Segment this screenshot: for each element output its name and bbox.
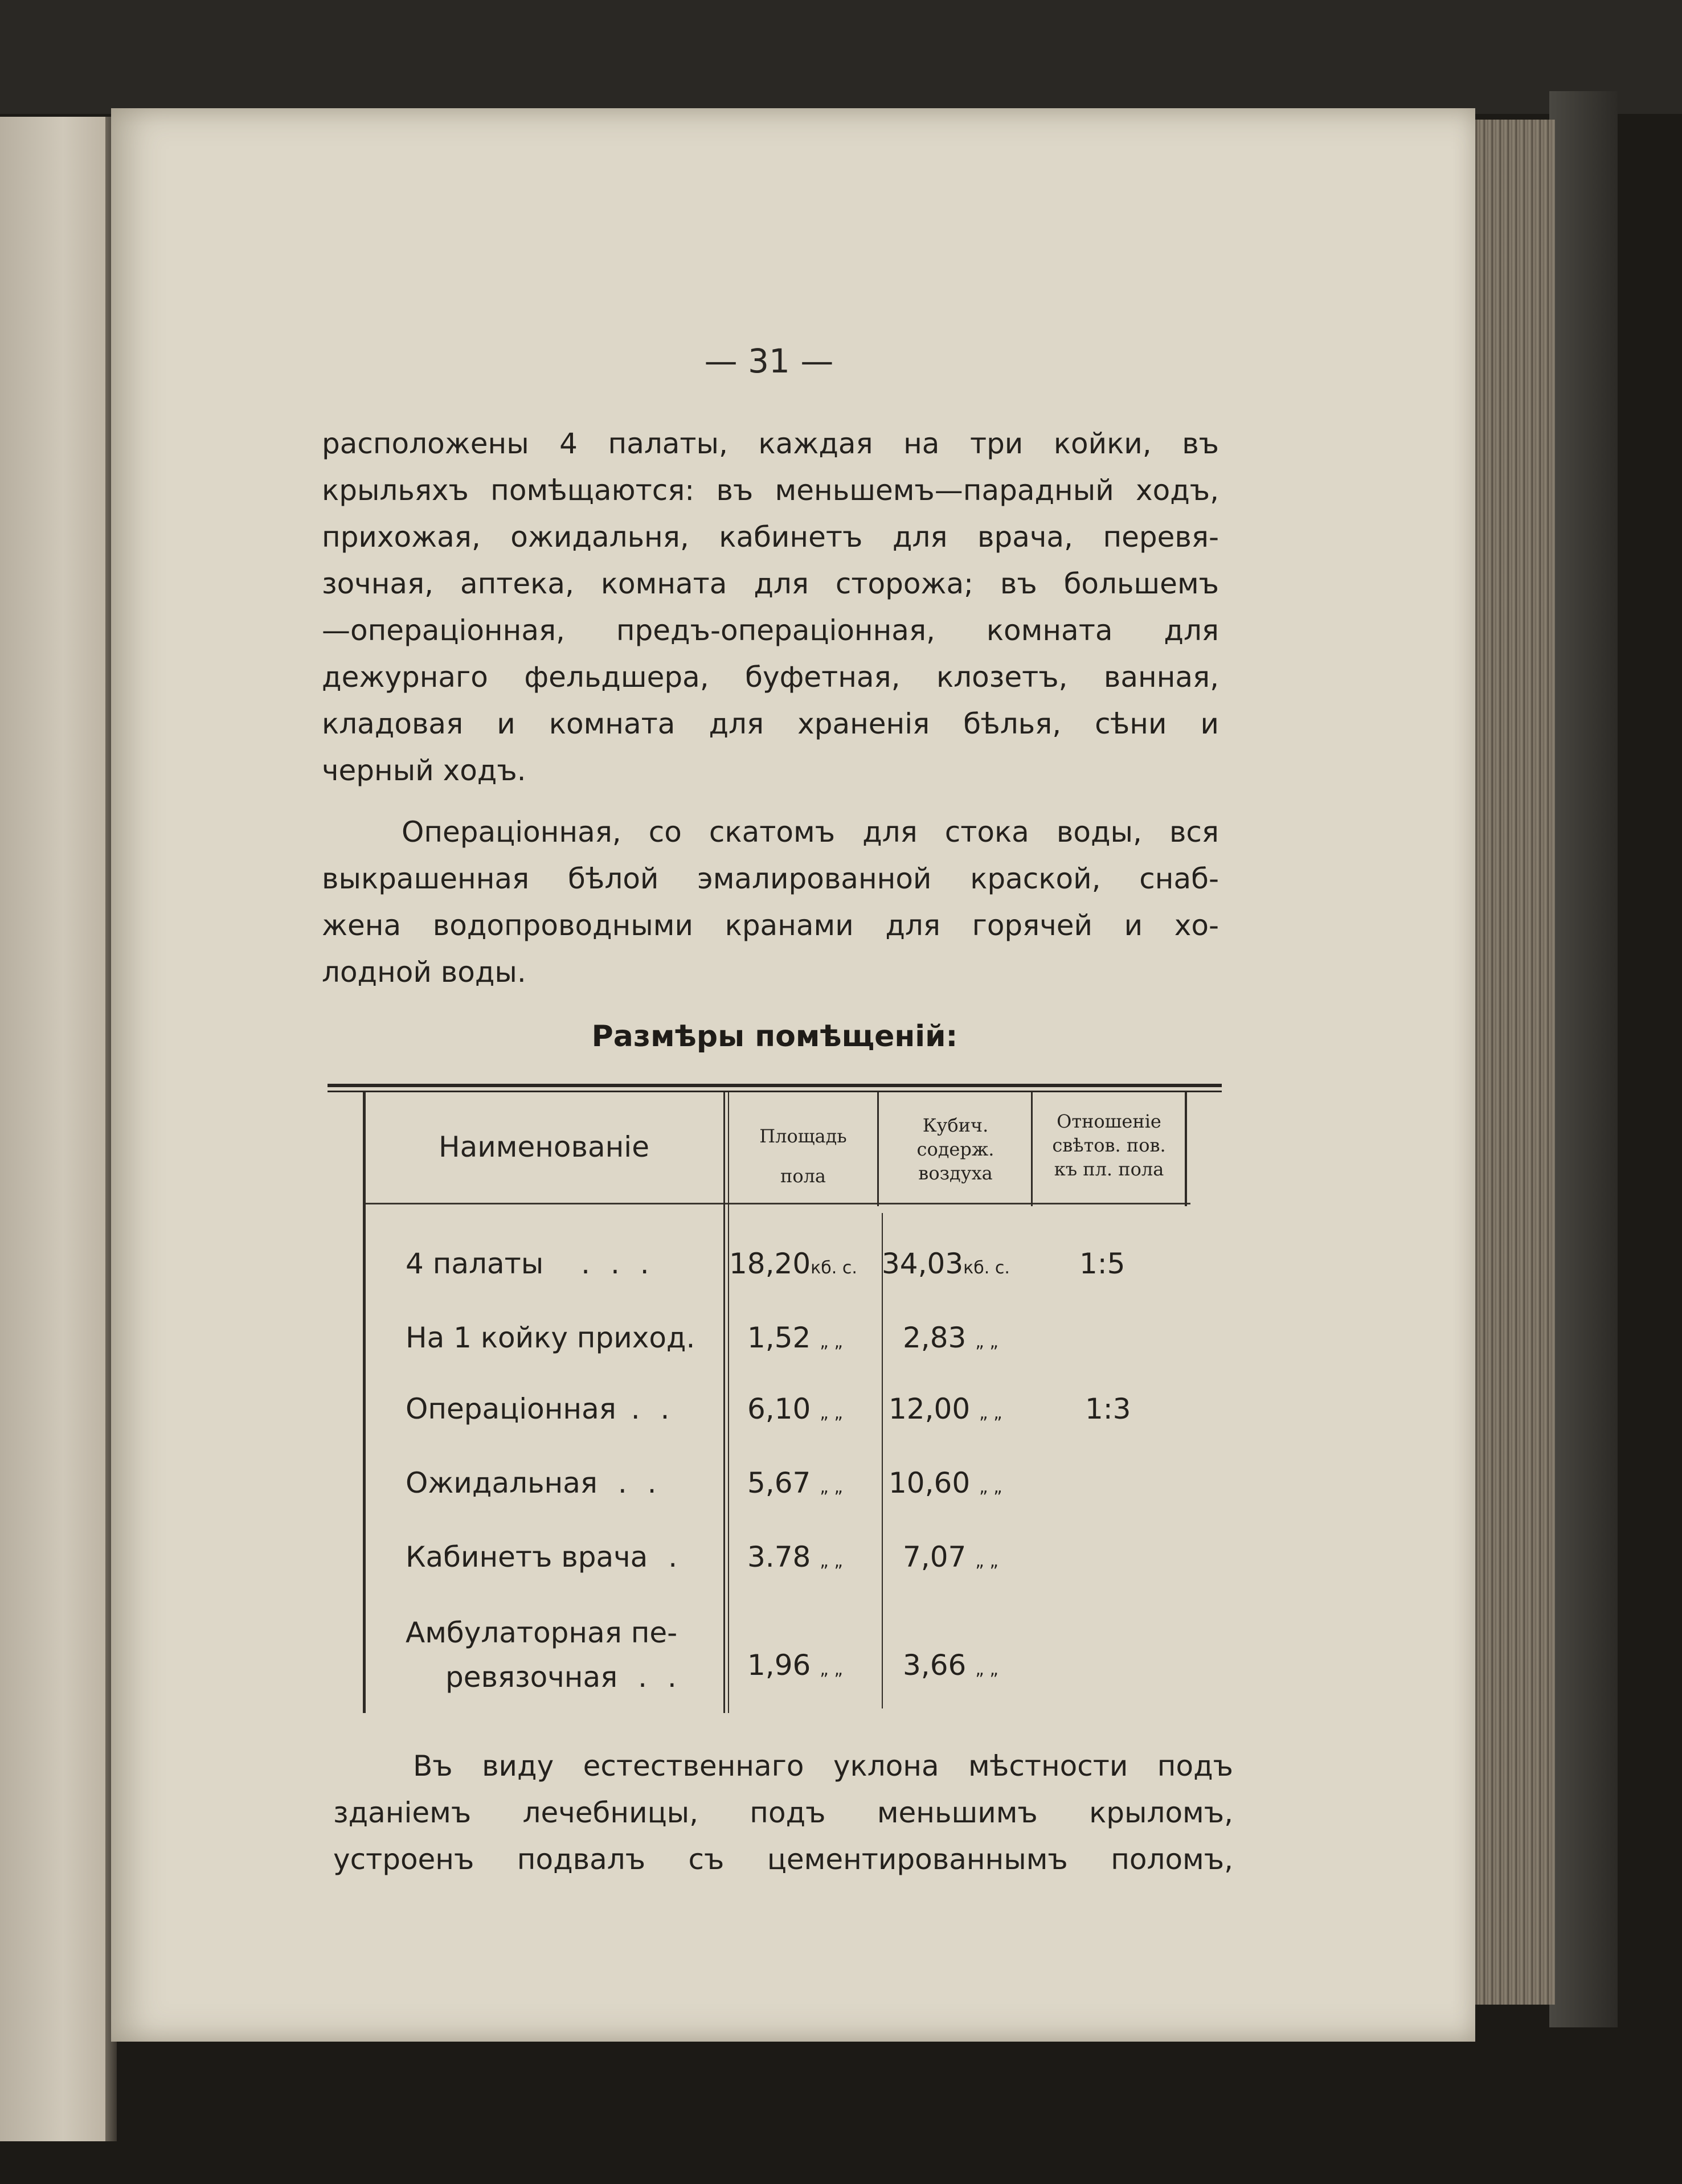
table-top-rule — [328, 1091, 1222, 1092]
leader-dots: . . — [631, 1392, 676, 1425]
volume-unit: „ „ — [979, 1403, 1002, 1423]
paragraph-1 — [322, 420, 1219, 794]
table-header-rule — [365, 1203, 1190, 1204]
volume-value — [903, 1321, 998, 1354]
left-page-edge — [0, 117, 105, 2141]
row-name — [406, 1247, 655, 1280]
volume-number: 3,66 — [903, 1649, 967, 1682]
area-value — [747, 1649, 843, 1682]
row-name-text: На 1 койку приход. — [406, 1321, 695, 1354]
table-top-rule — [328, 1084, 1222, 1087]
volume-value — [889, 1392, 1002, 1425]
volume-unit: „ „ — [979, 1477, 1002, 1497]
table-left-rule — [363, 1092, 366, 1713]
area-value — [747, 1540, 843, 1574]
area-unit: „ „ — [820, 1477, 843, 1497]
header-line: Кубич. — [922, 1114, 989, 1136]
volume-unit: кб. с. — [963, 1258, 1010, 1278]
leader-dots: . . — [638, 1661, 682, 1694]
text-line: прихожая, ожидальня, кабинетъ для врача, перевя- — [322, 521, 1219, 554]
area-value — [747, 1392, 843, 1425]
ratio-value: 1:5 — [1079, 1247, 1126, 1280]
column-rule — [877, 1092, 879, 1206]
header-ratio — [1036, 1109, 1182, 1181]
area-number: 18,20 — [729, 1247, 811, 1280]
column-rule — [1185, 1092, 1187, 1206]
text-line: лодной воды. — [322, 956, 526, 989]
text-line: дежурнаго фельдшера, буфетная, клозетъ, ванная, — [322, 661, 1219, 694]
volume-value — [903, 1540, 998, 1574]
area-number: 5,67 — [747, 1466, 811, 1499]
leader-dots: . — [668, 1540, 684, 1574]
area-number: 1,52 — [747, 1321, 811, 1354]
text-line: крыльяхъ помѣщаются: въ меньшемъ—парадный ходъ, — [322, 474, 1219, 507]
row-name — [406, 1392, 675, 1425]
column-rule — [1031, 1092, 1033, 1206]
header-line: Площадь — [759, 1125, 847, 1147]
volume-number: 10,60 — [889, 1466, 971, 1499]
area-unit: „ „ — [820, 1403, 843, 1423]
area-value — [747, 1466, 843, 1499]
row-name — [406, 1321, 695, 1354]
row-name-text: Амбулаторная пе- — [406, 1616, 678, 1649]
area-number: 6,10 — [747, 1392, 811, 1425]
text-line: расположены 4 палаты, каждая на три койки, въ — [322, 427, 1219, 460]
column-rule — [882, 1213, 883, 1708]
volume-number: 34,03 — [882, 1247, 964, 1280]
book-cover-top — [0, 0, 1682, 114]
row-name-text — [406, 1655, 682, 1699]
volume-number: 12,00 — [889, 1392, 971, 1425]
volume-unit: „ „ — [975, 1551, 998, 1571]
volume-number: 7,07 — [903, 1540, 967, 1574]
text-line: зочная, аптека, комната для сторожа; въ большемъ — [322, 567, 1219, 600]
column-rule — [728, 1092, 729, 1713]
header-line: воздуха — [918, 1162, 993, 1184]
row-name-text: Операціонная — [406, 1392, 616, 1425]
text-line: кладовая и комната для храненія бѣлья, сѣни и — [322, 707, 1219, 740]
area-value — [729, 1247, 857, 1280]
table-title: Размѣры помѣщеній: — [591, 1019, 958, 1054]
volume-unit: „ „ — [975, 1332, 998, 1352]
area-number: 3.78 — [747, 1540, 811, 1574]
paragraph-3 — [333, 1743, 1233, 1883]
leader-dots: . . . — [581, 1247, 655, 1280]
book-board-edge — [1549, 91, 1618, 2027]
header-volume — [883, 1113, 1028, 1185]
area-unit: „ „ — [820, 1551, 843, 1571]
volume-value — [889, 1466, 1002, 1499]
volume-value — [882, 1247, 1010, 1280]
row-name — [406, 1611, 682, 1699]
row-name — [406, 1466, 662, 1499]
row-name — [406, 1540, 683, 1574]
header-line: свѣтов. пов. — [1052, 1134, 1166, 1156]
text-line: черный ходъ. — [322, 754, 526, 787]
volume-value — [903, 1649, 998, 1682]
area-number: 1,96 — [747, 1649, 811, 1682]
page-number: — 31 — — [704, 342, 834, 380]
text-line: —операціонная, предъ-операціонная, комната для — [322, 614, 1219, 647]
area-unit: „ „ — [820, 1659, 843, 1679]
volume-number: 2,83 — [903, 1321, 967, 1354]
row-name-text: Кабинетъ врача — [406, 1540, 648, 1574]
row-name-text: 4 палаты — [406, 1247, 544, 1280]
text-line: выкрашенная бѣлой эмалированной краской, снаб- — [322, 862, 1219, 895]
area-value — [747, 1321, 843, 1354]
paragraph-2 — [322, 809, 1219, 995]
text-line: жена водопроводными кранами для горячей и хо- — [322, 909, 1219, 942]
header-line: пола — [780, 1165, 826, 1187]
column-rule — [723, 1092, 725, 1713]
header-area — [732, 1116, 874, 1196]
area-unit: „ „ — [820, 1332, 843, 1352]
header-line: Отношеніе — [1057, 1111, 1161, 1132]
text-line: зданіемъ лечебницы, подъ меньшимъ крыломъ, — [333, 1796, 1233, 1829]
leader-dots: . . — [617, 1466, 662, 1499]
area-unit: кб. с. — [811, 1258, 857, 1278]
text-line: Въ виду естественнаго уклона мѣстности подъ — [413, 1749, 1233, 1783]
row-name-text: Ожидальная — [406, 1466, 598, 1499]
text-line: устроенъ подвалъ съ цементированнымъ поломъ, — [333, 1843, 1233, 1876]
row-name-text: ревязочная — [445, 1661, 618, 1694]
ratio-value: 1:3 — [1085, 1392, 1131, 1425]
header-line: къ пл. пола — [1054, 1158, 1164, 1180]
header-line: содерж. — [916, 1138, 995, 1160]
volume-unit: „ „ — [975, 1659, 998, 1679]
text-line: Операціонная, со скатомъ для стока воды, вся — [402, 816, 1219, 849]
header-name: Наименованіе — [439, 1130, 649, 1163]
